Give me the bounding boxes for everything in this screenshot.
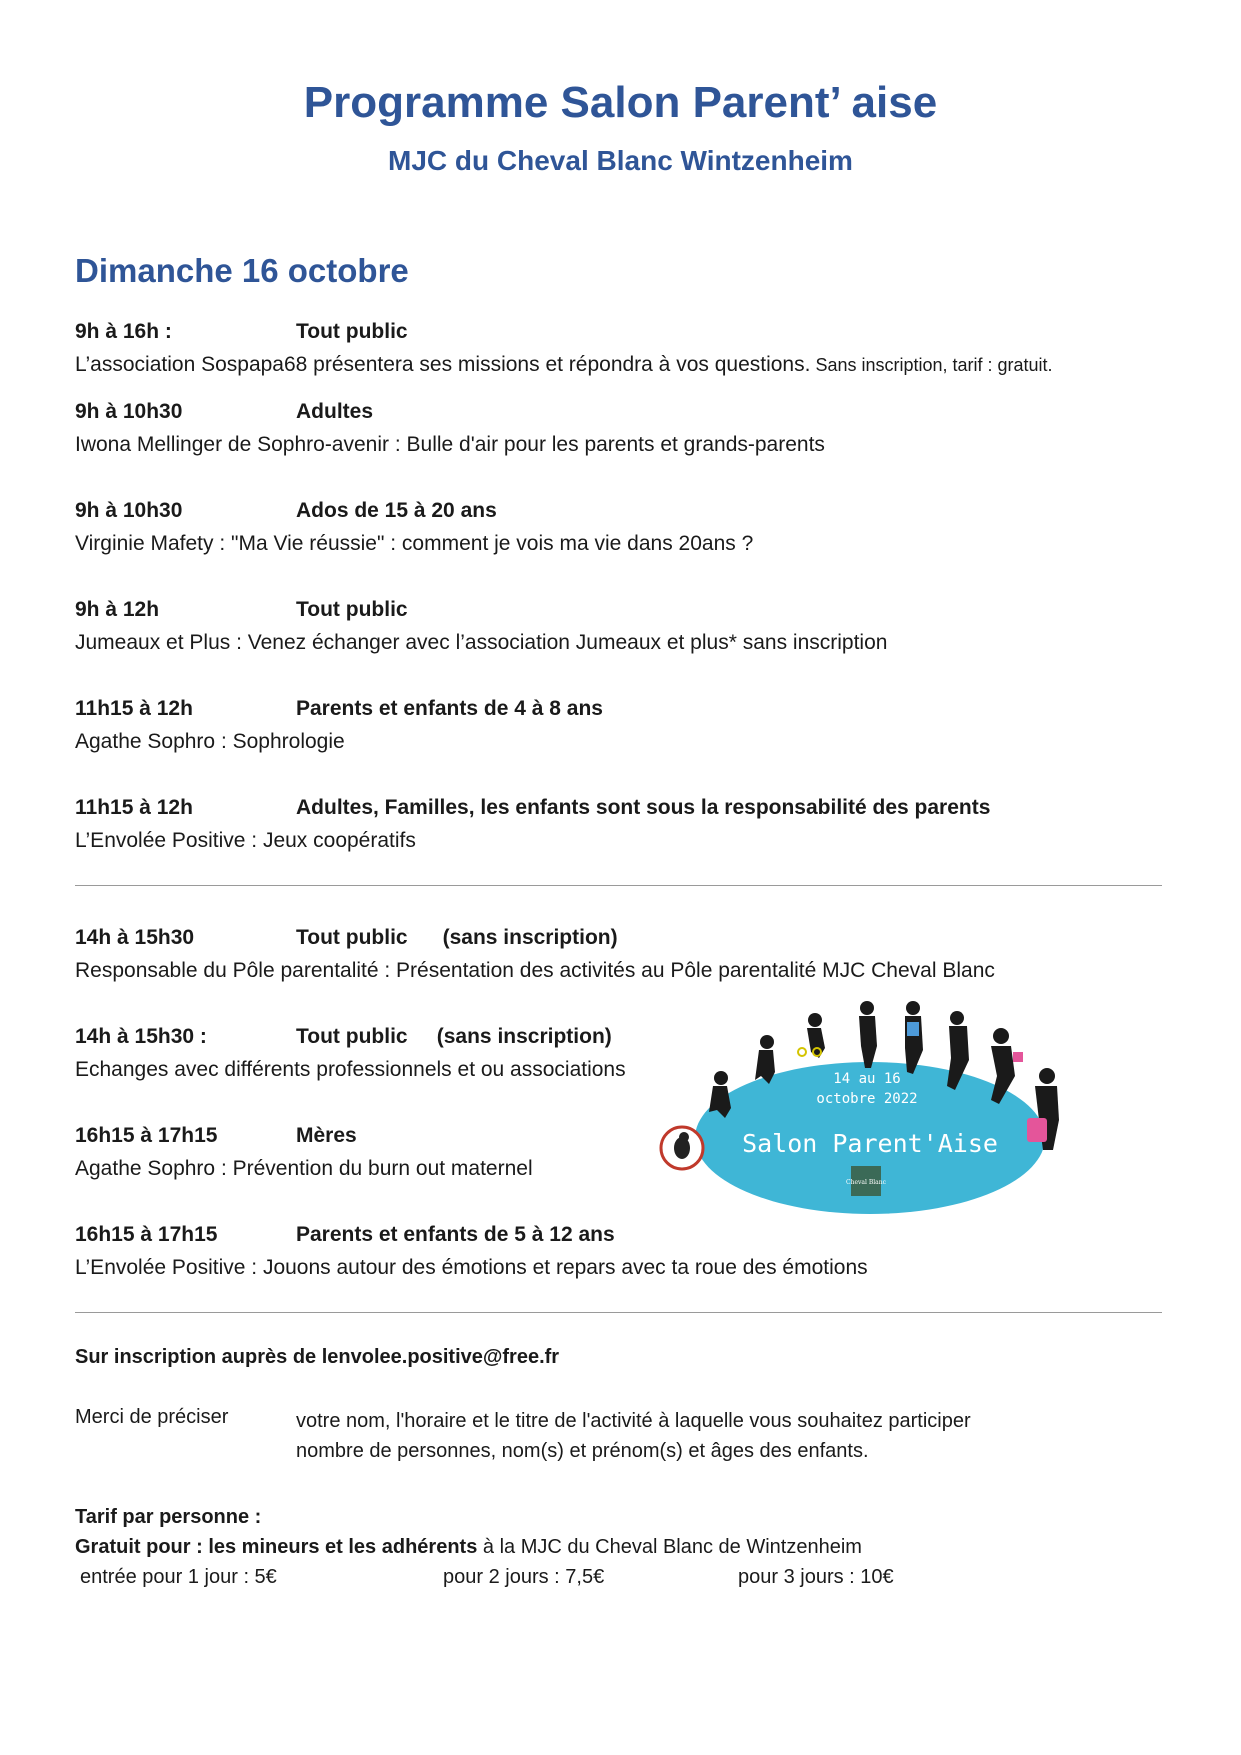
event-time: 9h à 10h30 [75, 499, 183, 522]
event-audience: Tout public (sans inscription) [296, 1025, 612, 1048]
tarif-price-3: pour 3 jours : 10€ [738, 1566, 894, 1588]
event-time: 9h à 10h30 [75, 400, 183, 423]
day-heading: Dimanche 16 octobre [75, 252, 409, 289]
event-time: 14h à 15h30 [75, 926, 195, 949]
tarif-price-2: pour 2 jours : 7,5€ [443, 1566, 605, 1588]
event-time: 14h à 15h30 : [75, 1025, 207, 1048]
event-audience: Tout public [296, 320, 408, 343]
event-item [75, 400, 1175, 457]
event-audience: Parents et enfants de 5 à 12 ans [296, 1223, 615, 1246]
merci-label: Merci de préciser [75, 1406, 229, 1428]
merci-details [296, 1406, 971, 1466]
event-description: Agathe Sophro : Sophrologie [75, 730, 345, 753]
event-time: 16h15 à 17h15 [75, 1223, 218, 1246]
baby-icon [661, 1127, 703, 1169]
section-divider [75, 1312, 1162, 1313]
event-description: Agathe Sophro : Prévention du burn out maternel [75, 1157, 533, 1180]
tarif-free [75, 1536, 862, 1559]
bike-wheel-icon [798, 1048, 806, 1056]
event-description: Virginie Mafety : "Ma Vie réussie" : comment je vois ma vie dans 20ans ? [75, 532, 754, 555]
event-description: Responsable du Pôle parentalité : Présentation des activités au Pôle parentalité MJC Cheval Blanc [75, 959, 995, 982]
poster-dates-line1: 14 au 16 [833, 1071, 901, 1087]
logo-text: Cheval Blanc [846, 1179, 886, 1186]
event-description: L’Envolée Positive : Jeux coopératifs [75, 829, 416, 852]
event-audience: Tout public (sans inscription) [296, 926, 618, 949]
tarif-free-bold: Gratuit pour : les mineurs et les adhérents [75, 1536, 478, 1558]
event-time: 11h15 à 12h [75, 697, 193, 720]
event-item [75, 499, 1175, 556]
tarif-free-rest: à la MJC du Cheval Blanc de Wintzenheim [477, 1536, 862, 1558]
backpack-icon [907, 1022, 919, 1036]
event-audience: Adultes [296, 400, 374, 423]
event-audience: Mères [296, 1124, 357, 1147]
salon-poster [655, 1000, 1145, 1245]
event-item [75, 697, 1175, 754]
event-audience: Tout public [296, 598, 408, 621]
event-time: 16h15 à 17h15 [75, 1124, 218, 1147]
event-description: Iwona Mellinger de Sophro-avenir : Bulle d'air pour les parents et grands-parents [75, 433, 825, 456]
event-time: 11h15 à 12h [75, 796, 193, 819]
event-description-note: Sans inscription, tarif : gratuit. [810, 355, 1053, 375]
poster-dates-line2: octobre 2022 [816, 1091, 918, 1107]
event-item [75, 320, 1175, 377]
suitcase-icon [1027, 1118, 1047, 1142]
event-time: 9h à 16h : [75, 320, 172, 343]
page-title: Programme Salon Parent’ aise [303, 78, 938, 127]
event-description-main: L’association Sospapa68 présentera ses missions et répondra à vos questions. [75, 353, 811, 376]
poster-name: Salon Parent'Aise [742, 1129, 998, 1158]
event-audience: Parents et enfants de 4 à 8 ans [296, 697, 603, 720]
event-time: 9h à 12h [75, 598, 160, 621]
tarif-price-1: entrée pour 1 jour : 5€ [80, 1566, 277, 1588]
registration-note: Sur inscription auprès de lenvolee.positive@free.fr [75, 1346, 560, 1368]
event-description [75, 353, 1175, 377]
tarif-title: Tarif par personne : [75, 1506, 262, 1528]
event-item [75, 926, 1175, 983]
event-description: Jumeaux et Plus : Venez échanger avec l’association Jumeaux et plus* sans inscription [75, 631, 888, 654]
section-divider [75, 885, 1162, 886]
merci-line: votre nom, l'horaire et le titre de l'activité à laquelle vous souhaitez participer [296, 1410, 971, 1432]
page-subtitle: MJC du Cheval Blanc Wintzenheim [388, 145, 853, 176]
event-description: Echanges avec différents professionnels et ou associations [75, 1058, 626, 1081]
merci-line: nombre de personnes, nom(s) et prénom(s) et âges des enfants. [296, 1440, 869, 1462]
event-item [75, 796, 1175, 853]
event-audience: Ados de 15 à 20 ans [296, 499, 497, 522]
event-audience: Adultes, Familles, les enfants sont sous la responsabilité des parents [296, 796, 991, 819]
bag-icon [1013, 1052, 1023, 1062]
event-description: L’Envolée Positive : Jouons autour des émotions et repars avec ta roue des émotions [75, 1256, 868, 1279]
event-item [75, 598, 1175, 655]
